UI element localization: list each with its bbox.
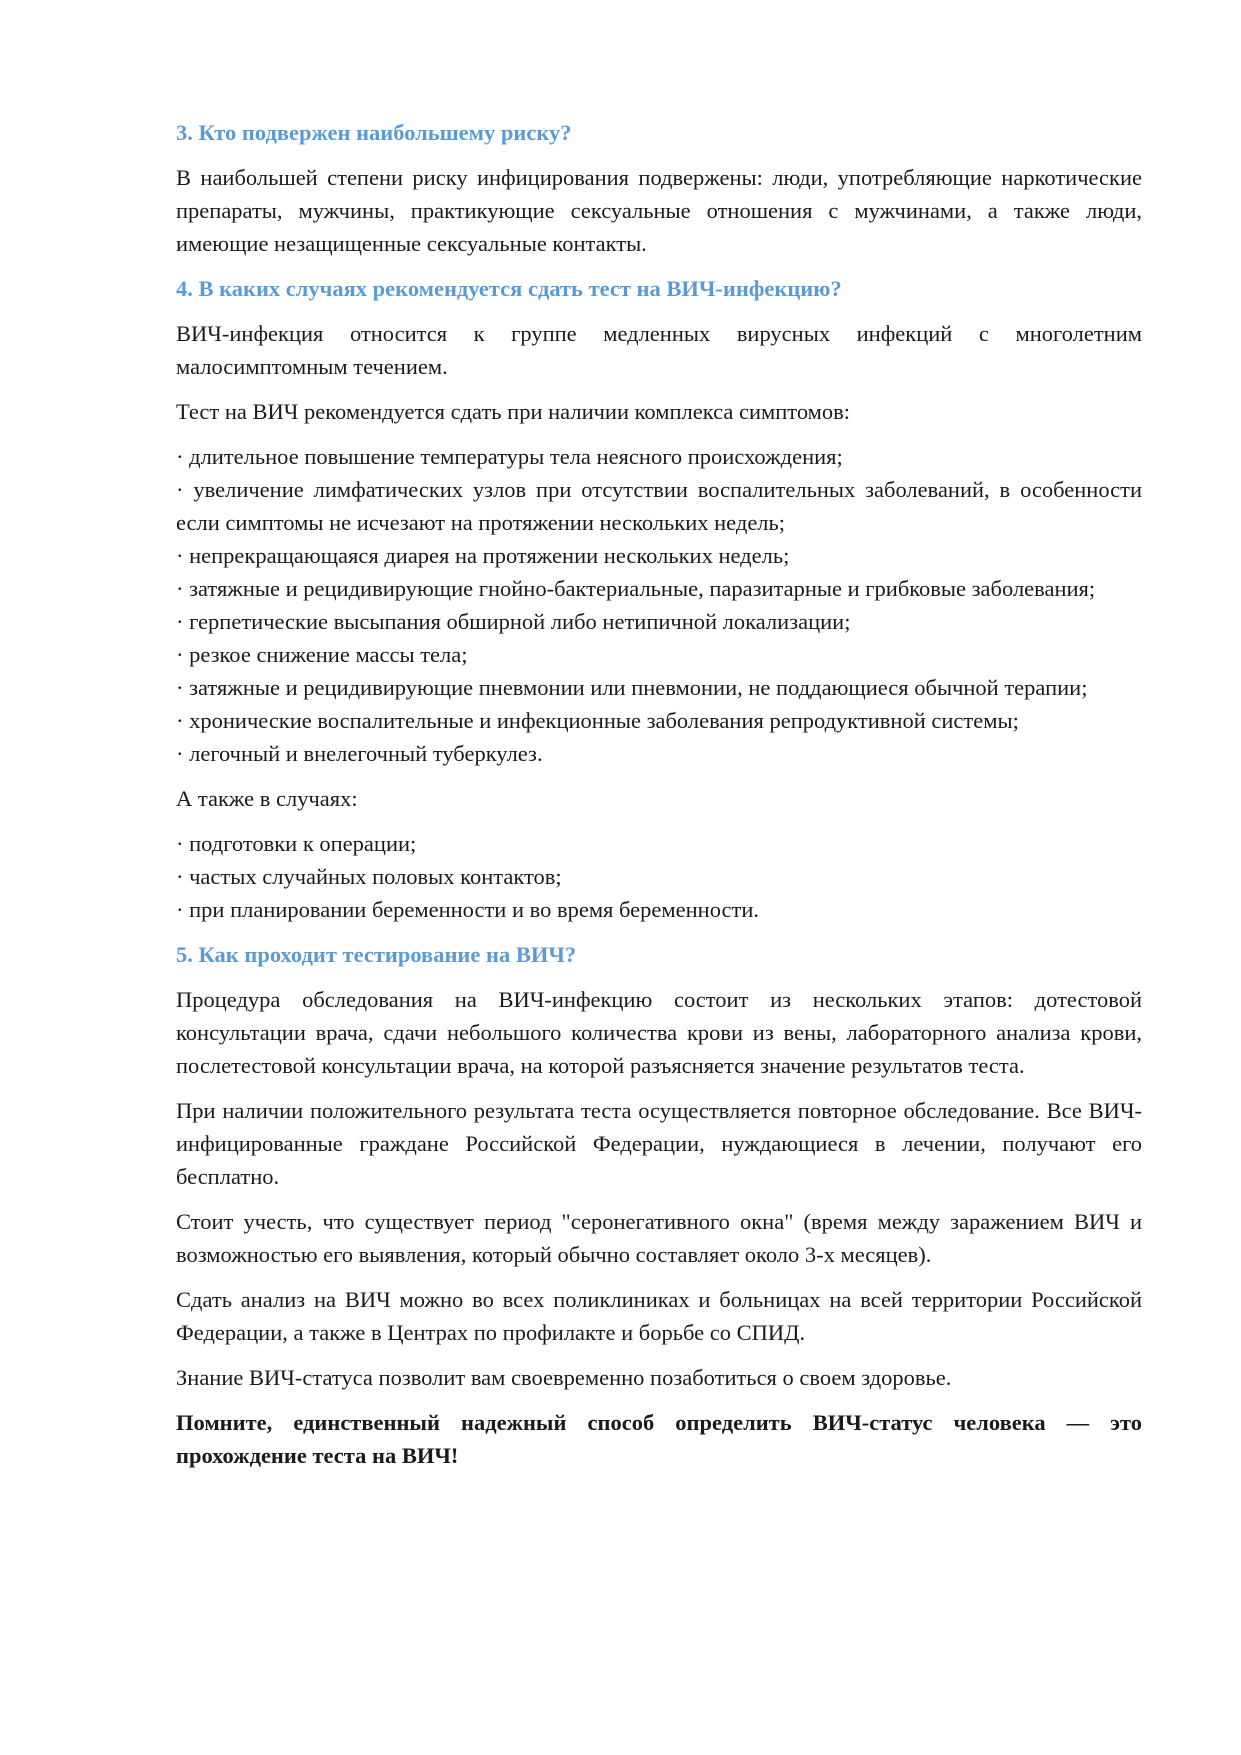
paragraph: Процедура обследования на ВИЧ-инфекцию состоит из нескольких этапов: дотестовой консультации врача, сдачи небольшого количества крови из вены, лабораторного анализа крови, послетестовой консультации врача, на которой разъясняется значение результатов теста. [176, 987, 1142, 1078]
list-item: · герпетические высыпания обширной либо нетипичной локализации; [176, 609, 851, 634]
paragraph: Стоит учесть, что существует период "серонегативного окна" (время между заражением ВИЧ и возможностью его выявления, который обычно составляет около 3-х месяцев). [176, 1209, 1142, 1267]
list-item: · длительное повышение температуры тела неясного происхождения; [176, 444, 843, 469]
section-heading: 5. Как проходит тестирование на ВИЧ? [176, 942, 577, 967]
symptoms-list [176, 440, 1142, 770]
paragraph: ВИЧ-инфекция относится к группе медленных вирусных инфекций с многолетним малосимптомным течением. [176, 321, 1142, 379]
section-heading: 4. В каких случаях рекомендуется сдать тест на ВИЧ-инфекцию? [176, 276, 842, 301]
list-item: · подготовки к операции; [176, 831, 417, 856]
paragraph: Знание ВИЧ-статуса позволит вам своевременно позаботиться о своем здоровье. [176, 1365, 952, 1390]
document-content [176, 116, 1142, 1484]
paragraph: Тест на ВИЧ рекомендуется сдать при наличии комплекса симптомов: [176, 399, 851, 424]
section-heading: 3. Кто подвержен наибольшему риску? [176, 120, 572, 145]
list-item: · частых случайных половых контактов; [176, 864, 562, 889]
list-item: · при планировании беременности и во время беременности. [176, 897, 760, 922]
paragraph: В наибольшей степени риску инфицирования подвержены: люди, употребляющие наркотические препараты, мужчины, практикующие сексуальные отношения с мужчинами, а также люди, имеющие незащищенные сексуальные контакты. [176, 165, 1142, 256]
paragraph: Сдать анализ на ВИЧ можно во всех поликлиниках и больницах на всей территории Российской Федерации, а также в Центрах по профилакте и борьбе со СПИД. [176, 1287, 1142, 1345]
closing-statement: Помните, единственный надежный способ определить ВИЧ-статус человека — это прохождение теста на ВИЧ! [176, 1410, 1142, 1468]
list-item: · затяжные и рецидивирующие гнойно-бактериальные, паразитарные и грибковые заболевания; [176, 576, 1096, 601]
paragraph: При наличии положительного результата теста осуществляется повторное обследование. Все ВИЧ-инфицированные граждане Российской Федерации, нуждающиеся в лечении, получают его бесплатно. [176, 1098, 1142, 1189]
list-item: · непрекращающаяся диарея на протяжении нескольких недель; [176, 543, 790, 568]
cases-list [176, 827, 1142, 926]
list-item: · резкое снижение массы тела; [176, 642, 468, 667]
list-item: · затяжные и рецидивирующие пневмонии или пневмонии, не поддающиеся обычной терапии; [176, 675, 1088, 700]
list-item: · легочный и внелегочный туберкулез. [176, 741, 543, 766]
paragraph: А также в случаях: [176, 786, 358, 811]
list-item: · увеличение лимфатических узлов при отсутствии воспалительных заболеваний, в особенности если симптомы не исчезают на протяжении нескольких недель; [176, 477, 1142, 535]
list-item: · хронические воспалительные и инфекционные заболевания репродуктивной системы; [176, 708, 1019, 733]
